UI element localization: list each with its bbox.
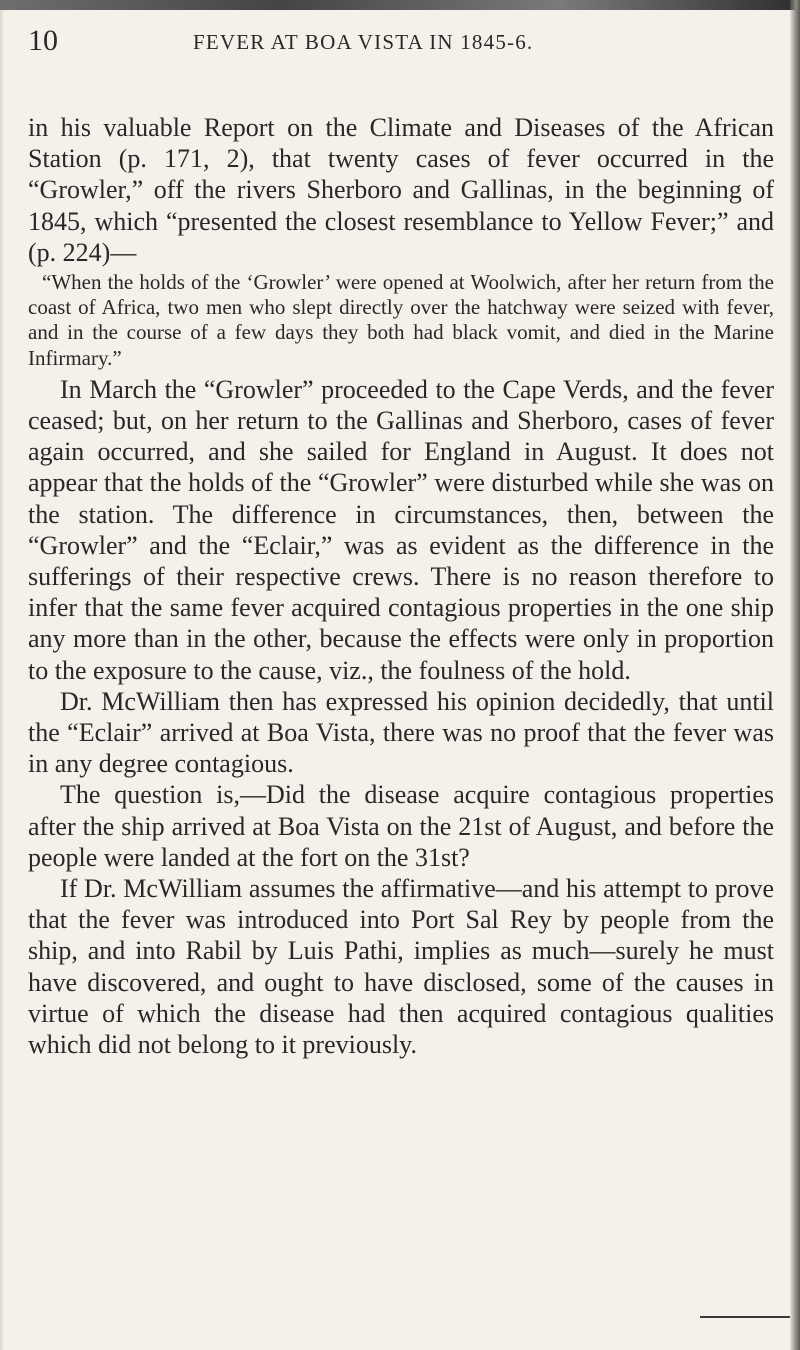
paragraph-growler-cape-verds: In March the “Growler” proceeded to the Cape Verds, and the fever ceased; but, on her return to the Gallinas and Sherboro, cases of fever again occurred, and she sailed for England in August. It does not appear that the holds of the “Growler” were disturbed while she was on the station. The difference in circumstances, then, between the “Growler” and the “Eclair,” was as evident as the difference in the sufferings of their respective crews. There is no reason therefore to infer that the same fever acquired contagious properties in the one ship any more than in the other, because the effects were only in proportion to the exposure to the cause, viz., the foulness of the hold.	[28, 374, 774, 685]
paragraph-mcwilliam-opinion: Dr. McWilliam then has expressed his opinion decidedly, that until the “Eclair” arrived at Boa Vista, there was no proof that the fever was in any degree contagious.	[28, 686, 774, 779]
paragraph-question: The question is,—Did the disease acquire contagious properties after the ship arrived at Boa Vista on the 21st of August, and before the people were landed at the fort on the 31st?	[28, 780, 774, 872]
paragraph-affirmative: If Dr. McWilliam assumes the affirmative—and his attempt to prove that the fever was introduced into Port Sal Rey by people from the ship, and into Rabil by Luis Pathi, implies as much—surely he must have discovered, and ought to have disclosed, some of the causes in virtue of which the disease had then acquired contagious qualities which did not belong to it previously.	[28, 874, 774, 1060]
page-right-edge	[790, 0, 800, 1350]
block-quote-woolwich: “When the holds of the ‘Growler’ were opened at Woolwich, after her return from the coast of Africa, two men who slept directly over the hatchway were seized with fever, and in the course of a few days they both had black vomit, and died in the Marine Infirmary.”	[28, 270, 774, 370]
page-number: 10	[28, 24, 58, 57]
paragraph-report-citation: in his valuable Report on the Climate and Diseases of the African Station (p. 171, 2), that twenty cases of fever occurred in the “Growler,” off the rivers Sherboro and Gallinas, in the beginning of 1845, which “presented the closest resemblance to Yellow Fever;” and (p. 224)—	[28, 113, 774, 267]
page-top-shadow	[0, 0, 800, 10]
page-header	[28, 20, 768, 60]
running-title: FEVER AT BOA VISTA IN 1845-6.	[193, 30, 534, 54]
page-left-edge	[0, 10, 4, 1350]
bottom-rule	[700, 1316, 790, 1318]
page-text-body	[28, 112, 774, 1060]
